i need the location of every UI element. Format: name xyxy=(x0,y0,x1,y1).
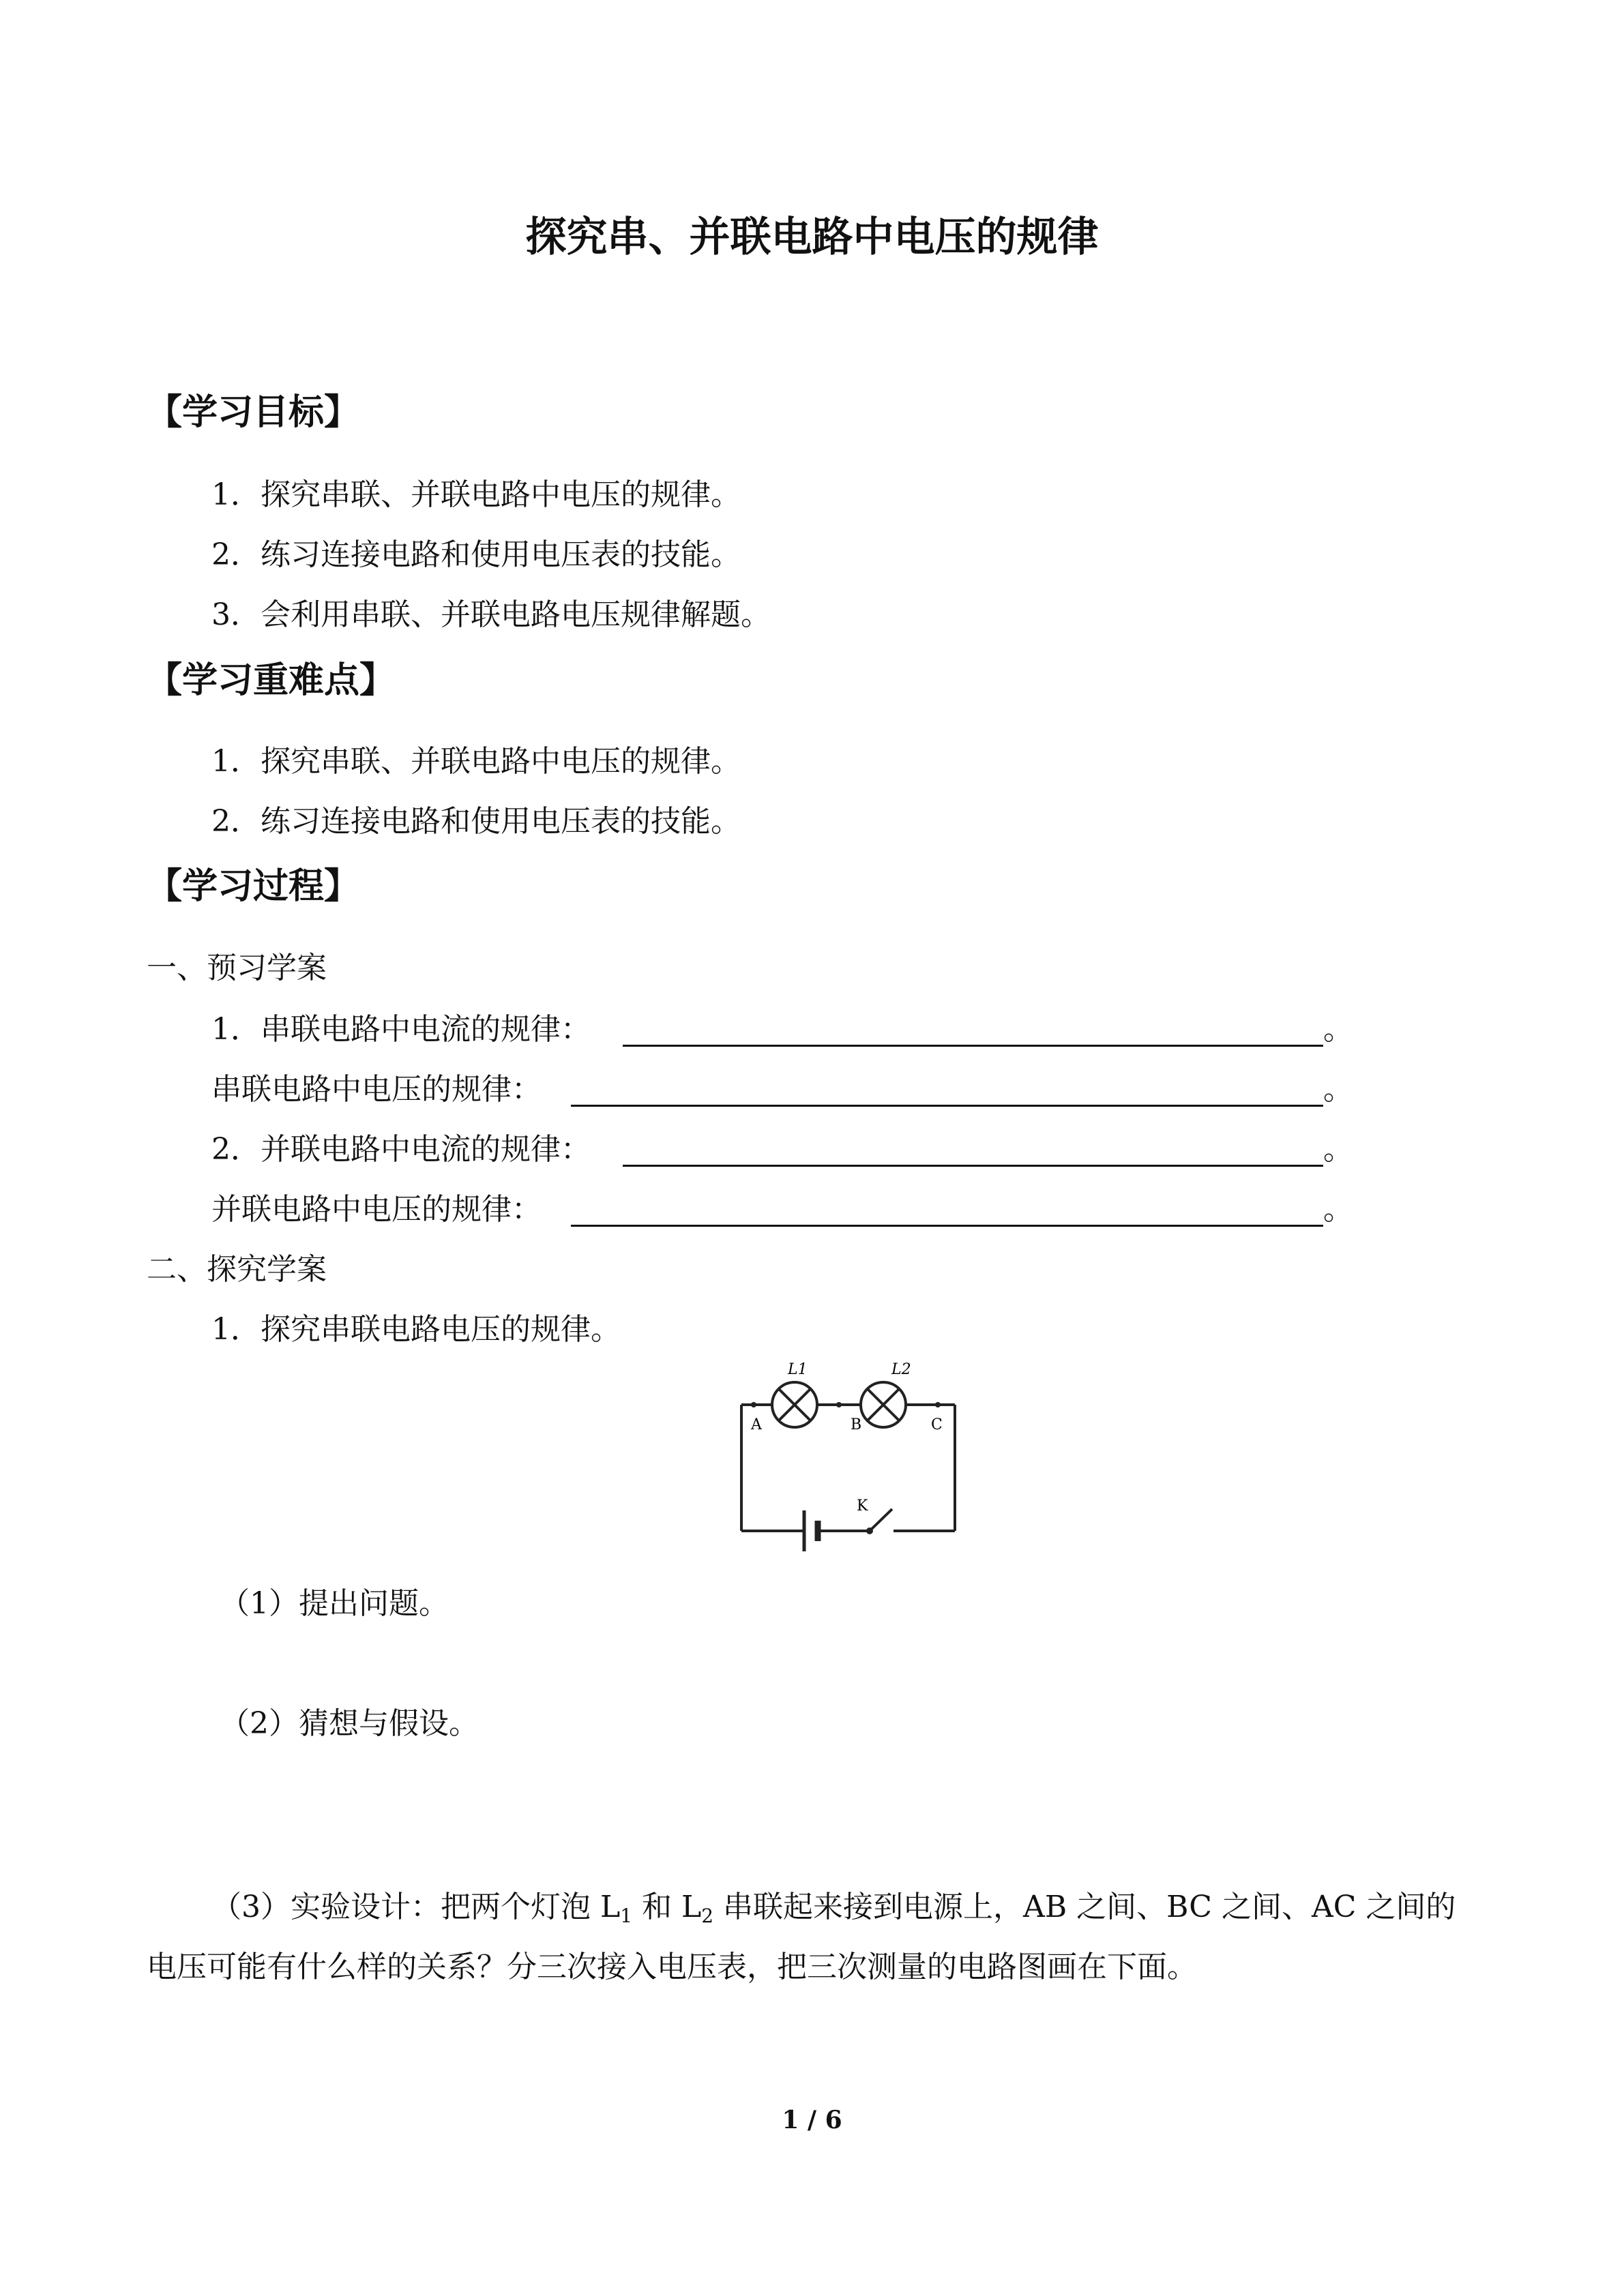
label-c: C xyxy=(931,1416,943,1433)
lamp-l1 xyxy=(772,1382,817,1427)
lamp-l2 xyxy=(861,1382,906,1427)
process-heading: 【学习过程】 xyxy=(147,866,360,907)
key-point-item: 2．练习连接电路和使用电压表的技能。 xyxy=(211,804,741,839)
objective-item: 3．会利用串联、并联电路电压规律解题。 xyxy=(211,597,771,632)
objective-item: 1．探究串联、并联电路中电压的规律。 xyxy=(211,477,741,512)
fill-blank-label: 串联电路中电压的规律： xyxy=(211,1072,542,1107)
question-3-paragraph xyxy=(147,1877,1466,1997)
answer-blank[interactable] xyxy=(623,1129,1323,1167)
question-2: （2）猜想与假设。 xyxy=(220,1706,479,1741)
label-l2: L2 xyxy=(891,1361,911,1378)
label-b: B xyxy=(851,1416,862,1433)
objectives-heading: 【学习目标】 xyxy=(147,392,360,433)
key-point-item: 1．探究串联、并联电路中电压的规律。 xyxy=(211,744,741,779)
answer-blank[interactable] xyxy=(571,1189,1323,1227)
period: 。 xyxy=(1323,1012,1353,1047)
q3-text: （3）实验设计：把两个灯泡 L xyxy=(211,1890,621,1924)
inquiry-item: 1．探究串联电路电压的规律。 xyxy=(211,1312,621,1347)
fill-blank-label: 1．串联电路中电流的规律： xyxy=(211,1012,591,1047)
label-k: K xyxy=(857,1497,868,1515)
part2-title: 二、探究学案 xyxy=(147,1252,327,1287)
fill-blank-label: 并联电路中电压的规律： xyxy=(211,1192,542,1227)
answer-blank[interactable] xyxy=(623,1009,1323,1047)
answer-blank[interactable] xyxy=(571,1069,1323,1107)
series-circuit-diagram xyxy=(733,1357,972,1555)
label-a: A xyxy=(751,1416,762,1433)
q3-subscript: 1 xyxy=(620,1905,633,1927)
q3-text: 串联起来接到电源上，AB 之间、BC 之间、AC 之间的电压可能有什么样的关系？分三次接入电压表，把三次测量的电路图画在下面。 xyxy=(147,1890,1456,1984)
key-points-heading: 【学习重难点】 xyxy=(147,660,396,701)
objective-item: 2．练习连接电路和使用电压表的技能。 xyxy=(211,537,741,572)
question-1: （1）提出问题。 xyxy=(220,1586,449,1621)
switch-icon xyxy=(868,1509,892,1533)
battery-icon xyxy=(804,1510,818,1551)
fill-blank-label: 2．并联电路中电流的规律： xyxy=(211,1132,591,1167)
period: 。 xyxy=(1323,1132,1353,1167)
part1-title: 一、预习学案 xyxy=(147,951,327,985)
q3-text: 和 L xyxy=(632,1890,702,1924)
label-l1: L1 xyxy=(788,1361,808,1378)
page-number: 1 / 6 xyxy=(782,2106,842,2134)
period: 。 xyxy=(1323,1072,1353,1107)
period: 。 xyxy=(1323,1192,1353,1227)
page-title: 探究串、并联电路中电压的规律 xyxy=(525,213,1099,261)
q3-subscript: 2 xyxy=(701,1905,714,1927)
